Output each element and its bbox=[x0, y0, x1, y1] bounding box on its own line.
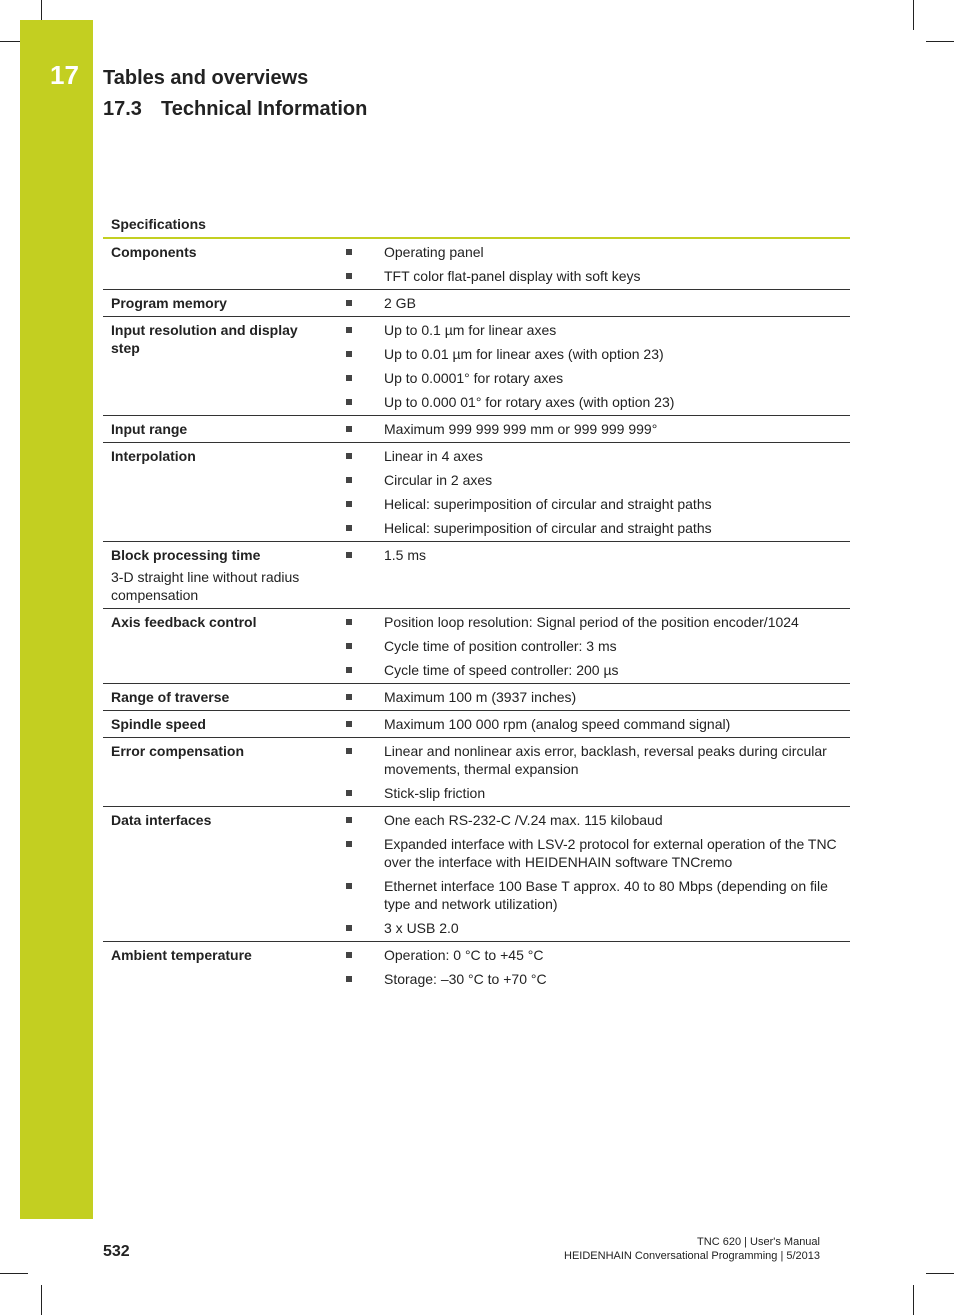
square-bullet-icon bbox=[346, 552, 352, 558]
value-list bbox=[338, 420, 842, 438]
list-item-text: Helical: superimposition of circular and straight paths bbox=[384, 496, 712, 512]
row-label-cell bbox=[103, 317, 330, 416]
list-item-text: 3 x USB 2.0 bbox=[384, 920, 459, 936]
value-list bbox=[338, 321, 842, 411]
row-label: Components bbox=[111, 244, 197, 260]
row-label: Spindle speed bbox=[111, 716, 206, 732]
chapter-number: 17 bbox=[50, 60, 79, 90]
list-item-text: Cycle time of speed controller: 200 µs bbox=[384, 662, 619, 678]
list-item-text: Ethernet interface 100 Base T approx. 40 to 80 Mbps (depending on file type and network utilization) bbox=[384, 878, 828, 912]
crop-mark bbox=[913, 0, 914, 30]
row-label-cell bbox=[103, 290, 330, 317]
list-item-text: Operating panel bbox=[384, 244, 484, 260]
row-label-cell bbox=[103, 443, 330, 542]
list-item-text: Helical: superimposition of circular and straight paths bbox=[384, 520, 712, 536]
table-row bbox=[103, 238, 850, 290]
list-item bbox=[338, 688, 842, 706]
specifications-table bbox=[103, 211, 850, 992]
square-bullet-icon bbox=[346, 249, 352, 255]
row-label: Block processing time bbox=[111, 547, 261, 563]
table-row bbox=[103, 942, 850, 993]
list-item bbox=[338, 835, 842, 871]
row-label: Input resolution and display step bbox=[111, 322, 298, 356]
chapter-title: Tables and overviews bbox=[103, 67, 309, 89]
list-item-text: Up to 0.01 µm for linear axes (with option 23) bbox=[384, 346, 664, 362]
list-item-text: Circular in 2 axes bbox=[384, 472, 493, 488]
value-list bbox=[338, 546, 842, 564]
square-bullet-icon bbox=[346, 273, 352, 279]
list-item bbox=[338, 447, 842, 465]
list-item bbox=[338, 661, 842, 679]
crop-mark bbox=[0, 1273, 28, 1274]
crop-mark bbox=[926, 41, 954, 42]
row-label-cell bbox=[103, 684, 330, 711]
value-list bbox=[338, 688, 842, 706]
row-label-cell bbox=[103, 738, 330, 807]
value-list bbox=[338, 447, 842, 537]
list-item bbox=[338, 267, 842, 285]
list-item bbox=[338, 546, 842, 564]
list-item bbox=[338, 637, 842, 655]
table-row bbox=[103, 711, 850, 738]
row-values-cell bbox=[330, 542, 850, 609]
square-bullet-icon bbox=[346, 841, 352, 847]
row-values-cell bbox=[330, 238, 850, 290]
list-item bbox=[338, 495, 842, 513]
square-bullet-icon bbox=[346, 426, 352, 432]
square-bullet-icon bbox=[346, 453, 352, 459]
list-item-text: Operation: 0 °C to +45 °C bbox=[384, 947, 544, 963]
list-item bbox=[338, 471, 842, 489]
row-values-cell bbox=[330, 738, 850, 807]
list-item-text: Maximum 999 999 999 mm or 999 999 999° bbox=[384, 421, 658, 437]
list-item-text: Position loop resolution: Signal period of the position encoder/1024 bbox=[384, 614, 799, 630]
list-item-text: Storage: –30 °C to +70 °C bbox=[384, 971, 547, 987]
value-list bbox=[338, 294, 842, 312]
row-values-cell bbox=[330, 807, 850, 942]
row-label: Data interfaces bbox=[111, 812, 212, 828]
crop-mark bbox=[41, 0, 42, 20]
list-item-text: TFT color flat-panel display with soft keys bbox=[384, 268, 641, 284]
page-number: 532 bbox=[103, 1243, 130, 1260]
square-bullet-icon bbox=[346, 399, 352, 405]
list-item-text: Linear in 4 axes bbox=[384, 448, 483, 464]
list-item bbox=[338, 321, 842, 339]
square-bullet-icon bbox=[346, 501, 352, 507]
footer bbox=[564, 1235, 820, 1263]
row-values-cell bbox=[330, 290, 850, 317]
list-item bbox=[338, 369, 842, 387]
square-bullet-icon bbox=[346, 817, 352, 823]
footer-line-2: HEIDENHAIN Conversational Programming | 5/2013 bbox=[564, 1250, 820, 1262]
table-row bbox=[103, 443, 850, 542]
row-values-cell bbox=[330, 684, 850, 711]
list-item bbox=[338, 946, 842, 964]
row-values-cell bbox=[330, 711, 850, 738]
row-label-cell bbox=[103, 807, 330, 942]
row-label-cell bbox=[103, 416, 330, 443]
crop-mark bbox=[41, 1285, 42, 1315]
value-list bbox=[338, 243, 842, 285]
table-row bbox=[103, 542, 850, 609]
list-item bbox=[338, 519, 842, 537]
row-label: Error compensation bbox=[111, 743, 245, 759]
list-item-text: Up to 0.1 µm for linear axes bbox=[384, 322, 557, 338]
section-number: 17.3 bbox=[103, 98, 142, 120]
value-list bbox=[338, 715, 842, 733]
crop-mark bbox=[913, 1285, 914, 1315]
row-values-cell bbox=[330, 942, 850, 993]
square-bullet-icon bbox=[346, 525, 352, 531]
row-label-cell bbox=[103, 942, 330, 993]
table-row bbox=[103, 738, 850, 807]
square-bullet-icon bbox=[346, 375, 352, 381]
row-label: Axis feedback control bbox=[111, 614, 257, 630]
value-list bbox=[338, 613, 842, 679]
square-bullet-icon bbox=[346, 643, 352, 649]
square-bullet-icon bbox=[346, 790, 352, 796]
table-row bbox=[103, 684, 850, 711]
square-bullet-icon bbox=[346, 667, 352, 673]
row-values-cell bbox=[330, 317, 850, 416]
square-bullet-icon bbox=[346, 883, 352, 889]
row-label: Interpolation bbox=[111, 448, 196, 464]
table-row bbox=[103, 416, 850, 443]
table-header: Specifications bbox=[103, 211, 850, 238]
row-label-cell bbox=[103, 238, 330, 290]
list-item bbox=[338, 393, 842, 411]
square-bullet-icon bbox=[346, 327, 352, 333]
table-row bbox=[103, 609, 850, 684]
square-bullet-icon bbox=[346, 748, 352, 754]
row-label-cell bbox=[103, 609, 330, 684]
list-item-text: Expanded interface with LSV-2 protocol for external operation of the TNC over the interface with HEIDENHAIN software TNCremo bbox=[384, 836, 837, 870]
square-bullet-icon bbox=[346, 351, 352, 357]
square-bullet-icon bbox=[346, 694, 352, 700]
footer-line-1: TNC 620 | User's Manual bbox=[697, 1236, 820, 1248]
list-item bbox=[338, 420, 842, 438]
list-item bbox=[338, 784, 842, 802]
row-label: Input range bbox=[111, 421, 188, 437]
square-bullet-icon bbox=[346, 925, 352, 931]
table-body bbox=[103, 238, 850, 992]
row-label: Program memory bbox=[111, 295, 227, 311]
square-bullet-icon bbox=[346, 952, 352, 958]
table-row bbox=[103, 290, 850, 317]
row-label: Range of traverse bbox=[111, 689, 230, 705]
list-item-text: Linear and nonlinear axis error, backlash, reversal peaks during circular movements, thermal expansion bbox=[384, 743, 827, 777]
list-item-text: Up to 0.000 01° for rotary axes (with option 23) bbox=[384, 394, 675, 410]
list-item bbox=[338, 715, 842, 733]
list-item bbox=[338, 243, 842, 261]
row-values-cell bbox=[330, 416, 850, 443]
crop-mark bbox=[926, 1273, 954, 1274]
list-item-text: One each RS-232-C /V.24 max. 115 kilobaud bbox=[384, 812, 663, 828]
list-item-text: 1.5 ms bbox=[384, 547, 427, 563]
crop-mark bbox=[0, 41, 20, 42]
chapter-sidebar bbox=[20, 20, 93, 1219]
row-label-cell bbox=[103, 711, 330, 738]
list-item-text: 2 GB bbox=[384, 295, 416, 311]
square-bullet-icon bbox=[346, 619, 352, 625]
list-item-text: Up to 0.0001° for rotary axes bbox=[384, 370, 564, 386]
list-item bbox=[338, 811, 842, 829]
table-row bbox=[103, 317, 850, 416]
row-values-cell bbox=[330, 609, 850, 684]
list-item-text: Maximum 100 000 rpm (analog speed command signal) bbox=[384, 716, 731, 732]
square-bullet-icon bbox=[346, 477, 352, 483]
row-sublabel: 3-D straight line without radius compensation bbox=[111, 569, 300, 603]
row-label-cell bbox=[103, 542, 330, 609]
square-bullet-icon bbox=[346, 300, 352, 306]
list-item bbox=[338, 877, 842, 913]
list-item bbox=[338, 742, 842, 778]
list-item bbox=[338, 345, 842, 363]
section-heading bbox=[103, 98, 367, 121]
table-row bbox=[103, 807, 850, 942]
value-list bbox=[338, 742, 842, 802]
value-list bbox=[338, 811, 842, 937]
list-item bbox=[338, 294, 842, 312]
list-item bbox=[338, 970, 842, 988]
list-item bbox=[338, 919, 842, 937]
list-item-text: Cycle time of position controller: 3 ms bbox=[384, 638, 617, 654]
square-bullet-icon bbox=[346, 976, 352, 982]
row-values-cell bbox=[330, 443, 850, 542]
list-item-text: Maximum 100 m (3937 inches) bbox=[384, 689, 577, 705]
square-bullet-icon bbox=[346, 721, 352, 727]
list-item bbox=[338, 613, 842, 631]
row-label: Ambient temperature bbox=[111, 947, 252, 963]
section-title: Technical Information bbox=[161, 98, 368, 120]
list-item-text: Stick-slip friction bbox=[384, 785, 486, 801]
value-list bbox=[338, 946, 842, 988]
